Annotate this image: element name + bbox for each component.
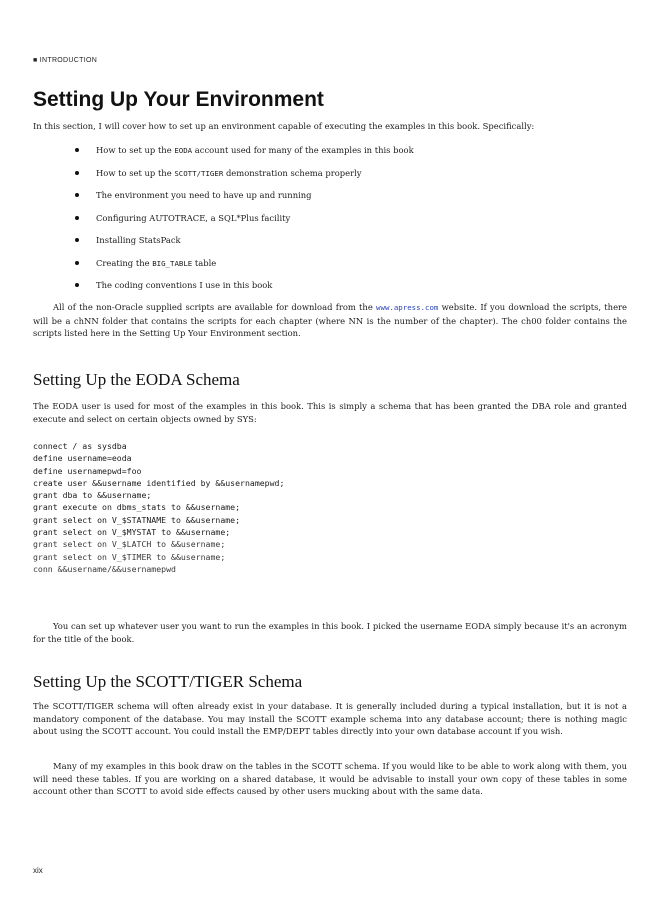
list-item: The environment you need to have up and running	[75, 184, 595, 207]
list-item: Installing StatsPack	[75, 229, 595, 252]
list-item: Creating the BIG_TABLE table	[75, 252, 595, 275]
scripts-download-paragraph: All of the non-Oracle supplied scripts are available for download from the www.apress.com website. If you download the scripts, there will be a chNN folder that contains the scripts for each chapter (where NN is the number of the chapter). The ch00 folder contains the scripts listed here in the Setting Up Your Environment section.	[33, 302, 627, 338]
code-line: grant select on V_$STATNAME to &&username;	[33, 514, 241, 525]
code-line: grant select on V_$LATCH to &&username;	[33, 539, 226, 550]
eoda-description: The EODA user is used for most of the examples in this book. This is simply a schema that has been granted the DBA role and granted execute and select on certain objects owned by SYS:	[33, 401, 627, 424]
eoda-setup-code	[33, 440, 284, 575]
code-line: connect / as sysdba	[33, 441, 127, 451]
list-item: How to set up the EODA account used for many of the examples in this book	[75, 139, 595, 162]
scott-section-heading: Setting Up the SCOTT/TIGER Schema	[33, 672, 303, 691]
page-title: Setting Up Your Environment	[33, 88, 324, 111]
scott-paragraph-1: The SCOTT/TIGER schema will often already exist in your database. It is generally included during a typical installation, but it is not a mandatory component of the database. You may install the SCOTT example schema into any database account; there is nothing magic about using the SCOTT account. You could install the EMP/DEPT tables directly into your own database account if you wish.	[33, 701, 627, 736]
page-number: xix	[33, 866, 43, 875]
code-line: conn &&username/&&usernamepwd	[33, 563, 176, 574]
list-item: The coding conventions I use in this book	[75, 274, 595, 297]
code-line: create user &&username identified by &&usernamepwd;	[33, 477, 285, 488]
intro-paragraph: In this section, I will cover how to set up an environment capable of executing the examples in this book. Specifically:	[33, 121, 535, 131]
code-line: grant select on V_$MYSTAT to &&username;	[33, 527, 231, 538]
code-line: define usernamepwd=foo	[33, 465, 142, 476]
scott-paragraph-2: Many of my examples in this book draw on the tables in the SCOTT schema. If you would like to be able to work along with them, you will need these tables. If you are working on a shared database, it would be advisable to install your own copy of these tables in some account other than SCOTT to avoid side effects caused by other users mucking about with the same data.	[33, 761, 627, 796]
running-head: ■ INTRODUCTION	[33, 57, 98, 64]
list-item: How to set up the SCOTT/TIGER demonstration schema properly	[75, 162, 595, 185]
list-item: Configuring AUTOTRACE, a SQL*Plus facility	[75, 207, 595, 230]
apress-link[interactable]: www.apress.com	[376, 303, 439, 312]
setup-topic-list	[75, 139, 595, 297]
code-line: grant select on V_$TIMER to &&username;	[33, 551, 226, 562]
running-head-label: INTRODUCTION	[39, 57, 98, 64]
code-line: define username=eoda	[33, 453, 132, 464]
code-line: grant dba to &&username;	[33, 490, 152, 501]
code-line: grant execute on dbms_stats to &&username;	[33, 502, 241, 513]
eoda-username-note: You can set up whatever user you want to run the examples in this book. I picked the username EODA simply because it's an acronym for the title of the book.	[33, 621, 627, 644]
eoda-section-heading: Setting Up the EODA Schema	[33, 370, 240, 389]
